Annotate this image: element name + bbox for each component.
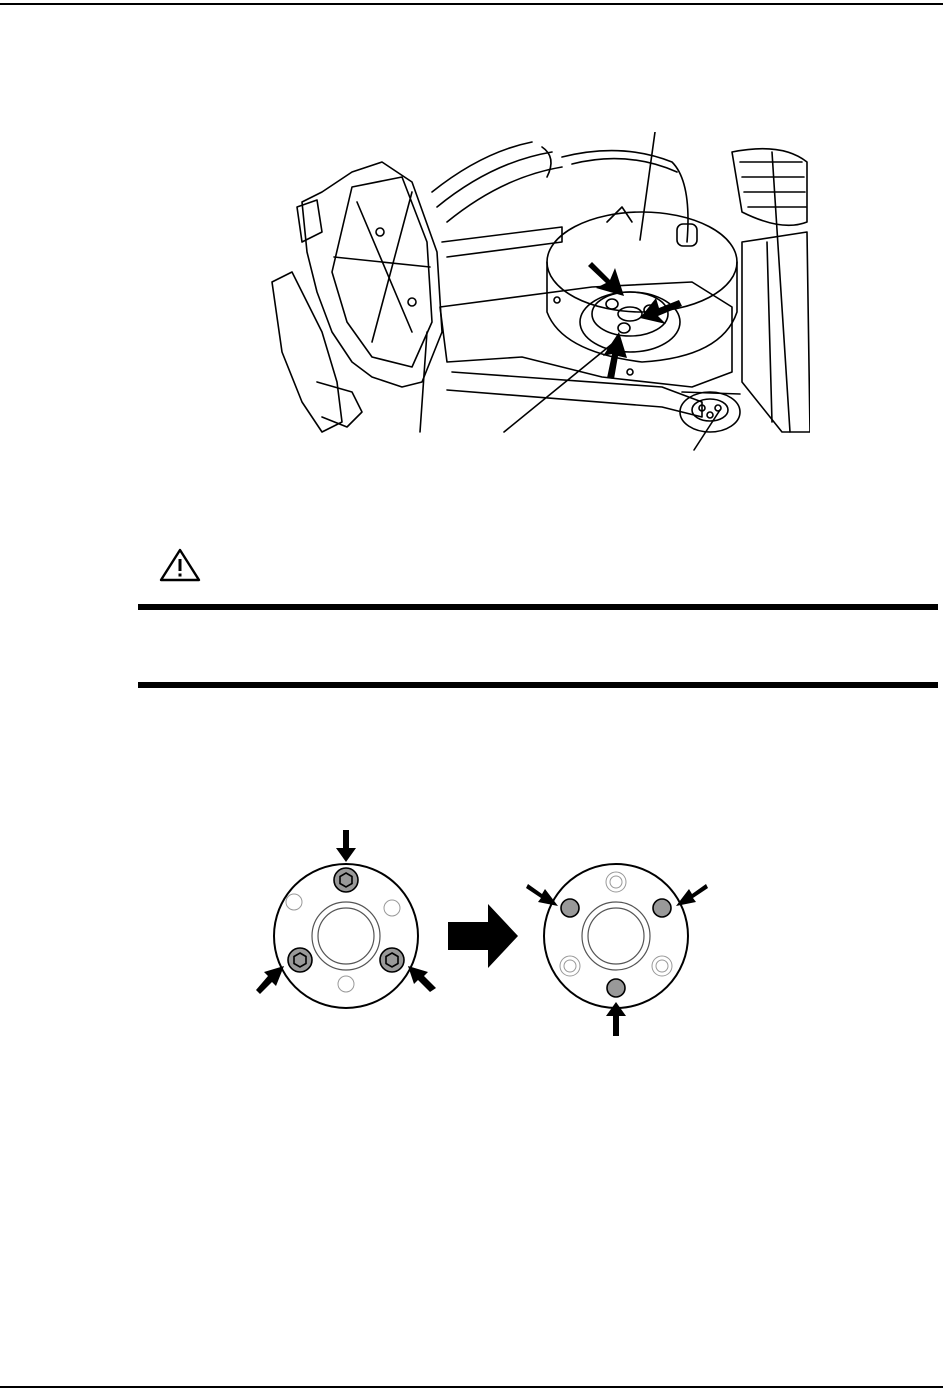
- caution-bottom-bar: [138, 682, 938, 688]
- footer-rule: [0, 1386, 943, 1388]
- warning-triangle-icon: [158, 547, 202, 583]
- header-rule: [0, 3, 943, 5]
- big-arrow-right-icon: [448, 904, 518, 968]
- screw-position-diagram: [248, 826, 718, 1038]
- caution-top-bar: [138, 604, 938, 610]
- mechanism-illustration: [262, 132, 810, 462]
